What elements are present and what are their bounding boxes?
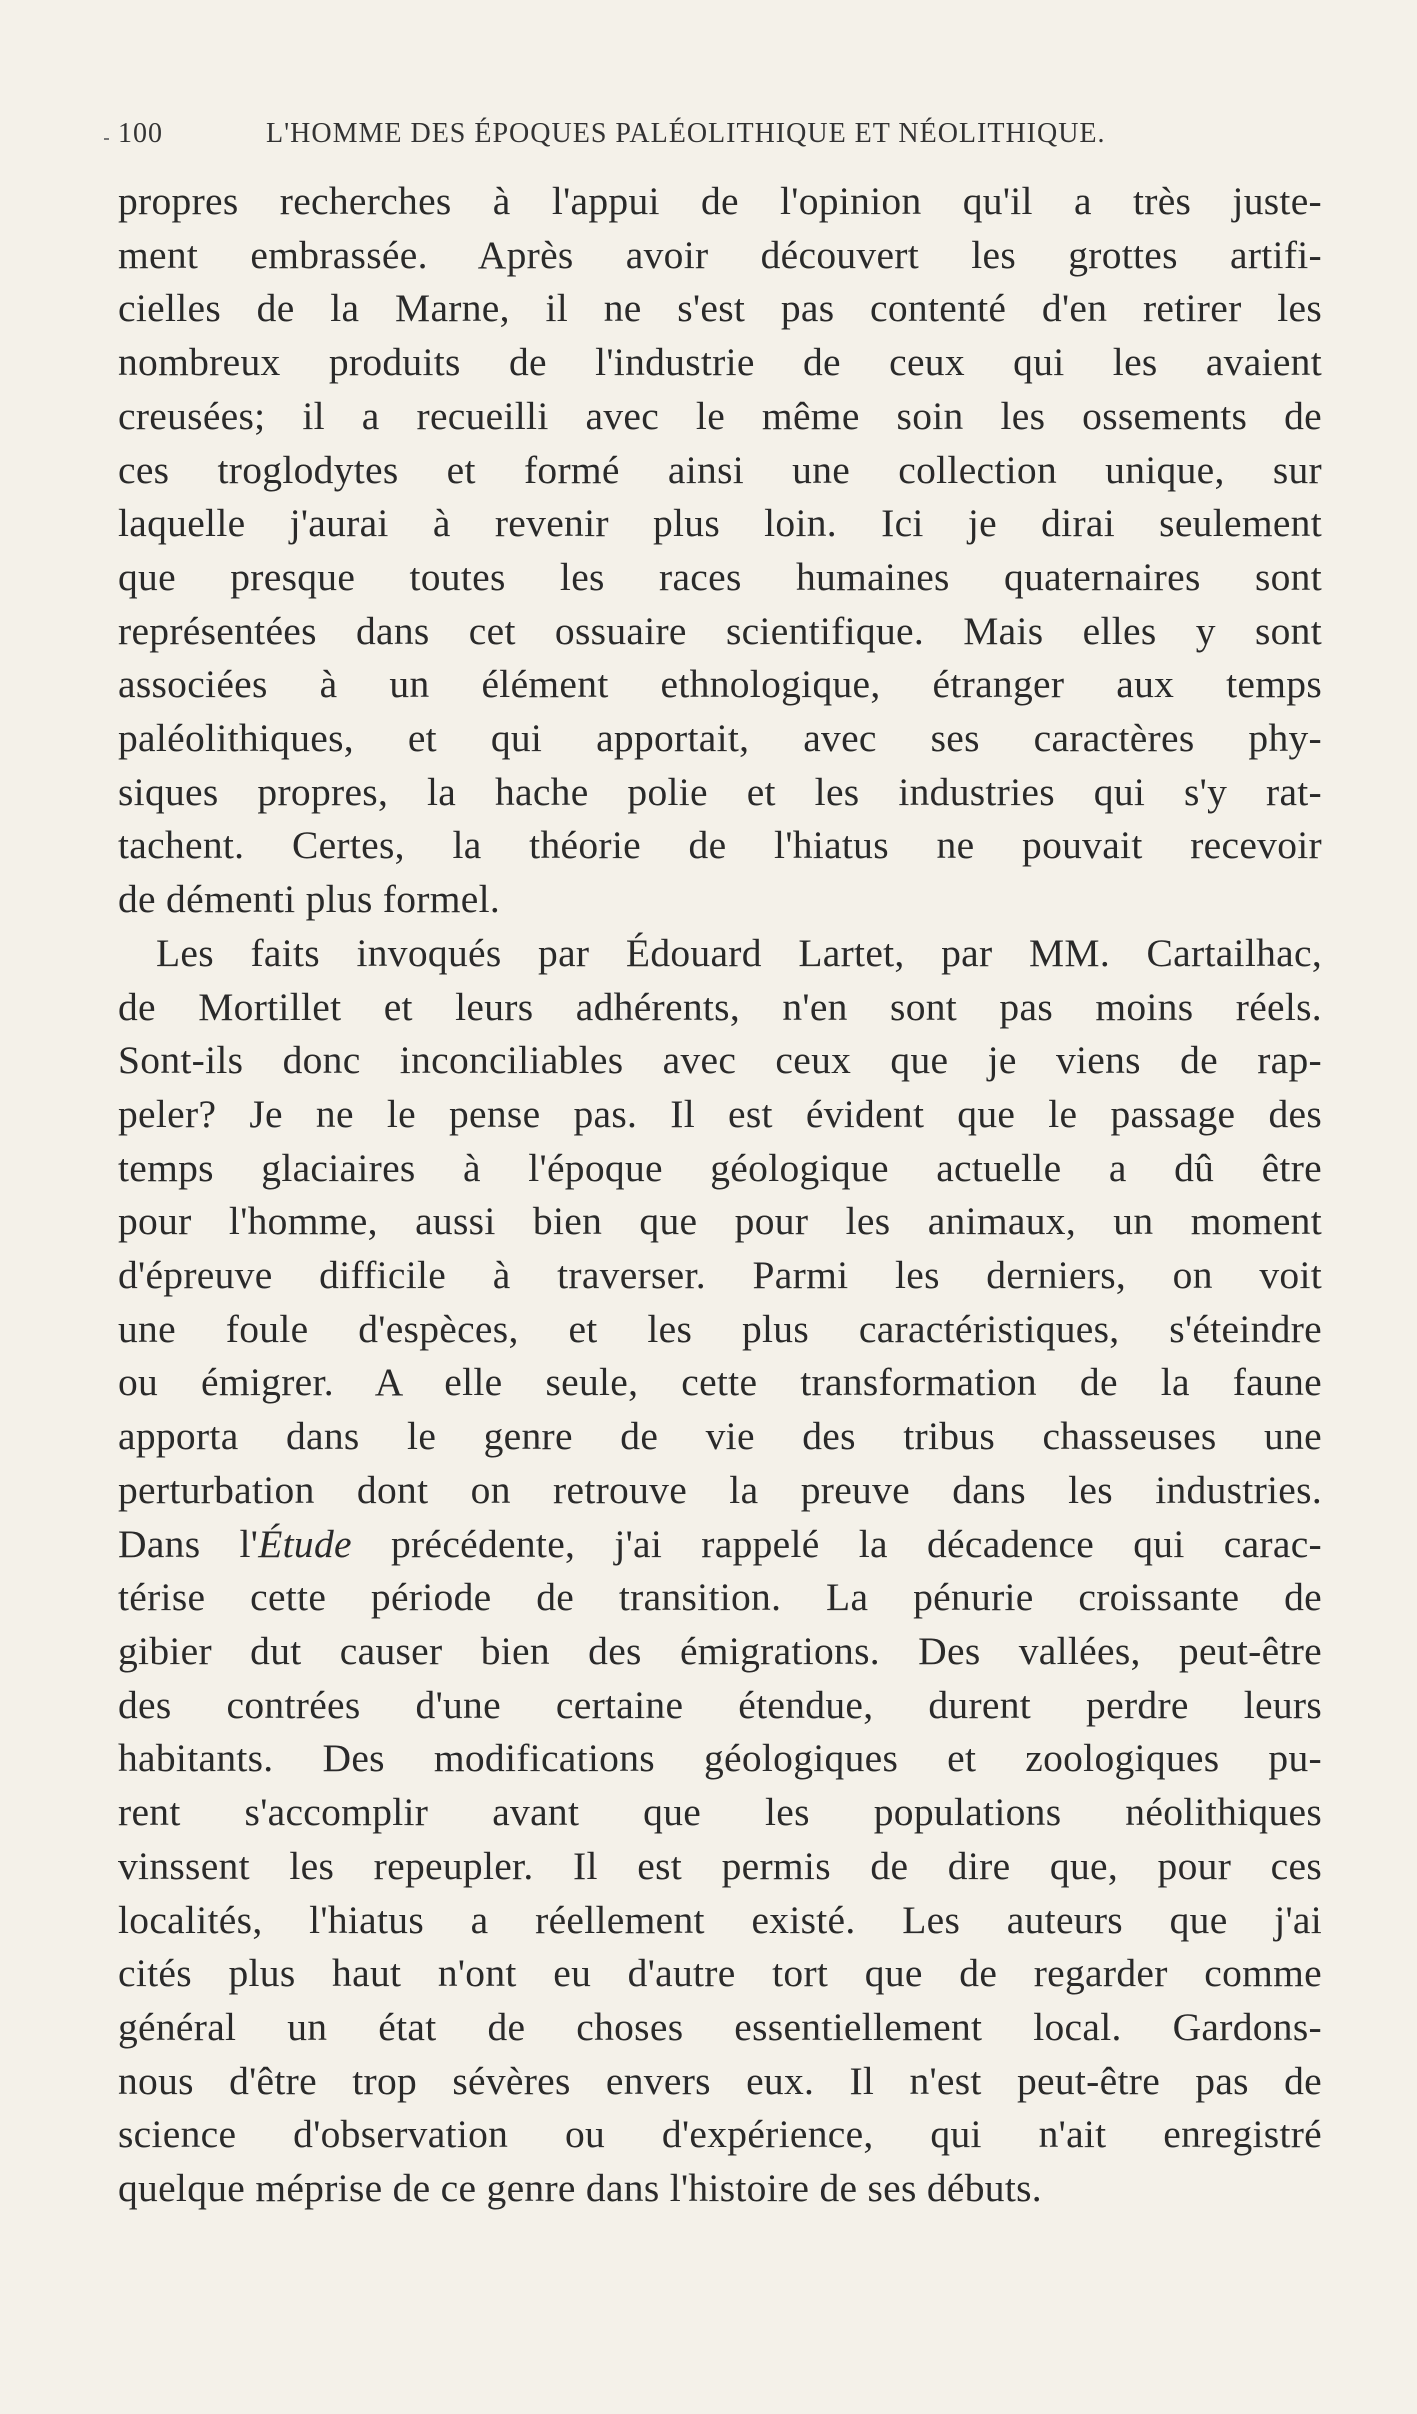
text-line: nombreux produits de l'industrie de ceux qui les avaient	[118, 340, 1322, 385]
running-title: L'HOMME DES ÉPOQUES PALÉOLITHIQUE ET NÉOLITHIQUE.	[266, 118, 1106, 149]
text-line: paléolithiques, et qui apportait, avec ses caractères phy-	[118, 716, 1322, 761]
text-line: Sont-ils donc inconciliables avec ceux que je viens de rap-	[118, 1038, 1322, 1083]
text-line: temps glaciaires à l'époque géologique actuelle a dû être	[118, 1145, 1322, 1190]
etude-line-before: Dans l'	[118, 1521, 259, 1566]
text-line: ou émigrer. A elle seule, cette transformation de la faune	[118, 1360, 1322, 1405]
text-line: vinssent les repeupler. Il est permis de dire que, pour ces	[118, 1843, 1322, 1888]
text-line: de démenti plus formel.	[118, 877, 501, 922]
text-line: apporta dans le genre de vie des tribus chasseuses une	[118, 1414, 1322, 1459]
body-text	[118, 175, 1322, 2216]
text-line: nous d'être trop sévères envers eux. Il n'est peut-être pas de	[118, 2058, 1322, 2103]
page-number: 100	[118, 118, 163, 149]
text-line: rent s'accomplir avant que les populations néolithiques	[118, 1790, 1322, 1835]
margin-mark	[104, 138, 109, 140]
text-line: Les faits invoqués par Édouard Lartet, par MM. Cartailhac,	[156, 930, 1322, 975]
text-line: localités, l'hiatus a réellement existé. Les auteurs que j'ai	[118, 1897, 1322, 1942]
text-line: science d'observation ou d'expérience, qui n'ait enregistré	[118, 2112, 1322, 2157]
text-line: représentées dans cet ossuaire scientifique. Mais elles y sont	[118, 608, 1322, 653]
text-line: gibier dut causer bien des émigrations. Des vallées, peut-être	[118, 1628, 1322, 1673]
text-line: des contrées d'une certaine étendue, durent perdre leurs	[118, 1682, 1322, 1727]
text-line-etude	[118, 1518, 1322, 1572]
text-line: pour l'homme, aussi bien que pour les animaux, un moment	[118, 1199, 1322, 1244]
paragraph-1	[118, 175, 1322, 927]
text-line: cielles de la Marne, il ne s'est pas contenté d'en retirer les	[118, 286, 1322, 331]
text-line: une foule d'espèces, et les plus caractéristiques, s'éteindre	[118, 1306, 1322, 1351]
page-header	[118, 118, 1198, 158]
text-line: associées à un élément ethnologique, étranger aux temps	[118, 662, 1322, 707]
text-line: laquelle j'aurai à revenir plus loin. Ici je dirai seulement	[118, 501, 1322, 546]
paragraph-2	[118, 927, 1322, 2216]
text-line: creusées; il a recueilli avec le même soin les ossements de	[118, 393, 1322, 438]
text-line: ces troglodytes et formé ainsi une collection unique, sur	[118, 447, 1322, 492]
text-line: perturbation dont on retrouve la preuve dans les industries.	[118, 1467, 1322, 1512]
etude-line-after: précédente, j'ai rappelé la décadence qui carac-	[351, 1521, 1322, 1566]
text-line: siques propres, la hache polie et les industries qui s'y rat-	[118, 769, 1322, 814]
text-line: peler? Je ne le pense pas. Il est évident que le passage des	[118, 1091, 1322, 1136]
text-line: cités plus haut n'ont eu d'autre tort que de regarder comme	[118, 1951, 1322, 1996]
text-line: térise cette période de transition. La pénurie croissante de	[118, 1575, 1322, 1620]
text-line: ment embrassée. Après avoir découvert les grottes artifi-	[118, 232, 1322, 277]
text-line: quelque méprise de ce genre dans l'histoire de ses débuts.	[118, 2166, 1042, 2211]
text-line: d'épreuve difficile à traverser. Parmi les derniers, on voit	[118, 1253, 1322, 1298]
text-line: de Mortillet et leurs adhérents, n'en sont pas moins réels.	[118, 984, 1322, 1029]
etude-title: Étude	[258, 1521, 352, 1566]
text-line: propres recherches à l'appui de l'opinion qu'il a très juste-	[118, 179, 1322, 223]
text-line: que presque toutes les races humaines quaternaires sont	[118, 554, 1322, 599]
text-line: habitants. Des modifications géologiques et zoologiques pu-	[118, 1736, 1322, 1781]
text-line: tachent. Certes, la théorie de l'hiatus ne pouvait recevoir	[118, 823, 1322, 868]
text-line: général un état de choses essentiellement local. Gardons-	[118, 2004, 1322, 2049]
